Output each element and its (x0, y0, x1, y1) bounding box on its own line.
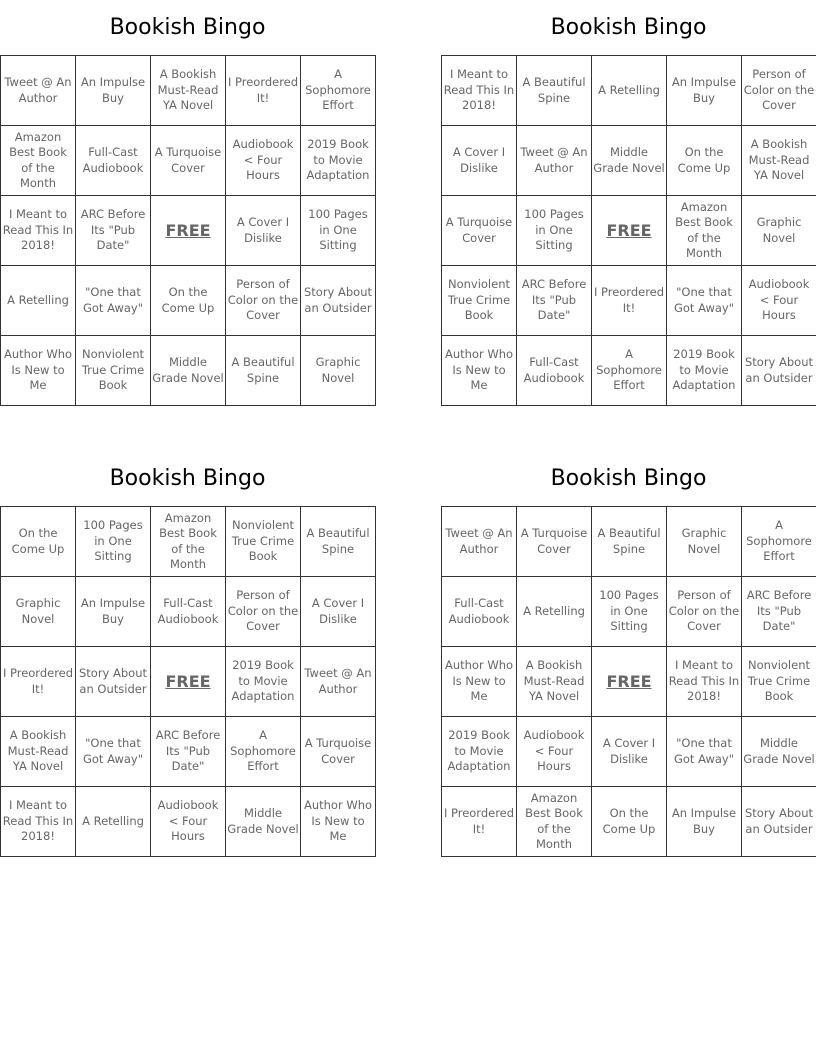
bingo-cell: Nonviolent True Crime Book (742, 647, 816, 717)
bingo-cell: Full-Cast Audiobook (517, 336, 592, 406)
bingo-grid (441, 55, 816, 406)
bingo-cell: Author Who Is New to Me (442, 336, 517, 406)
bingo-cell: "One that Got Away" (667, 266, 742, 336)
bingo-grid (0, 55, 376, 406)
bingo-cell: A Retelling (517, 577, 592, 647)
bingo-cell: "One that Got Away" (76, 266, 151, 336)
bingo-cell: Graphic Novel (301, 336, 376, 406)
bingo-cell: 2019 Book to Movie Adaptation (442, 717, 517, 787)
bingo-cell: Nonviolent True Crime Book (226, 507, 301, 577)
bingo-cell: A Turquoise Cover (517, 507, 592, 577)
free-space: FREE (151, 647, 226, 717)
bingo-cell: Middle Grade Novel (592, 126, 667, 196)
free-space: FREE (151, 196, 226, 266)
bingo-cell: On the Come Up (1, 507, 76, 577)
bingo-cell: Amazon Best Book of the Month (667, 196, 742, 266)
bingo-cell: An Impulse Buy (76, 577, 151, 647)
bingo-cell: An Impulse Buy (667, 787, 742, 857)
bingo-cell: A Turquoise Cover (301, 717, 376, 787)
bingo-cell: A Bookish Must-Read YA Novel (517, 647, 592, 717)
bingo-cell: Amazon Best Book of the Month (1, 126, 76, 196)
bingo-cell: ARC Before Its "Pub Date" (151, 717, 226, 787)
bingo-cell: Graphic Novel (742, 196, 816, 266)
bingo-cell: Story About an Outsider (742, 787, 816, 857)
bingo-cell: A Turquoise Cover (151, 126, 226, 196)
bingo-card-2 (441, 0, 816, 406)
bingo-cell: 2019 Book to Movie Adaptation (226, 647, 301, 717)
bingo-cell: A Cover I Dislike (592, 717, 667, 787)
bingo-cell: I Meant to Read This In 2018! (1, 787, 76, 857)
bingo-cell: I Meant to Read This In 2018! (442, 56, 517, 126)
bingo-cell: Person of Color on the Cover (742, 56, 816, 126)
bingo-card-1 (0, 0, 375, 406)
bingo-cell: Story About an Outsider (742, 336, 816, 406)
bingo-cell: A Bookish Must-Read YA Novel (742, 126, 816, 196)
bingo-cell: Story About an Outsider (76, 647, 151, 717)
bingo-cell: A Beautiful Spine (592, 507, 667, 577)
bingo-card-3 (0, 451, 375, 857)
bingo-cell: Tweet @ An Author (442, 507, 517, 577)
bingo-cell: Person of Color on the Cover (667, 577, 742, 647)
bingo-grid (441, 506, 816, 857)
bingo-cell: A Retelling (76, 787, 151, 857)
bingo-cell: Tweet @ An Author (1, 56, 76, 126)
bingo-cell: A Turquoise Cover (442, 196, 517, 266)
bingo-cell: Graphic Novel (1, 577, 76, 647)
bingo-cell: A Beautiful Spine (226, 336, 301, 406)
bingo-cell: Amazon Best Book of the Month (517, 787, 592, 857)
bingo-cell: Person of Color on the Cover (226, 266, 301, 336)
bingo-cell: A Retelling (1, 266, 76, 336)
bingo-cell: Middle Grade Novel (226, 787, 301, 857)
bingo-cell: I Meant to Read This In 2018! (667, 647, 742, 717)
bingo-grid (0, 506, 376, 857)
bingo-cell: "One that Got Away" (76, 717, 151, 787)
bingo-cell: Middle Grade Novel (742, 717, 816, 787)
bingo-cell: 100 Pages in One Sitting (76, 507, 151, 577)
bingo-cell: ARC Before Its "Pub Date" (76, 196, 151, 266)
bingo-cell: A Beautiful Spine (301, 507, 376, 577)
bingo-cell: 100 Pages in One Sitting (592, 577, 667, 647)
bingo-cell: On the Come Up (592, 787, 667, 857)
bingo-cell: A Sophomore Effort (742, 507, 816, 577)
bingo-cell: 100 Pages in One Sitting (301, 196, 376, 266)
bingo-cell: I Preordered It! (226, 56, 301, 126)
bingo-cell: Person of Color on the Cover (226, 577, 301, 647)
bingo-cell: I Preordered It! (442, 787, 517, 857)
bingo-cell: I Preordered It! (1, 647, 76, 717)
bingo-cell: ARC Before Its "Pub Date" (517, 266, 592, 336)
bingo-cell: 2019 Book to Movie Adaptation (667, 336, 742, 406)
bingo-cell: I Preordered It! (592, 266, 667, 336)
bingo-cell: Audiobook < Four Hours (226, 126, 301, 196)
card-title: Bookish Bingo (550, 466, 707, 491)
bingo-card-4 (441, 451, 816, 857)
bingo-cell: Nonviolent True Crime Book (442, 266, 517, 336)
bingo-cell: "One that Got Away" (667, 717, 742, 787)
bingo-cell: A Retelling (592, 56, 667, 126)
bingo-cell: Author Who Is New to Me (442, 647, 517, 717)
card-title: Bookish Bingo (550, 15, 707, 40)
bingo-cell: A Sophomore Effort (592, 336, 667, 406)
bingo-cell: Audiobook < Four Hours (742, 266, 816, 336)
bingo-cell: Full-Cast Audiobook (76, 126, 151, 196)
bingo-cell: Tweet @ An Author (301, 647, 376, 717)
bingo-cell: Graphic Novel (667, 507, 742, 577)
bingo-cell: Story About an Outsider (301, 266, 376, 336)
bingo-cell: A Bookish Must-Read YA Novel (1, 717, 76, 787)
bingo-cell: A Bookish Must-Read YA Novel (151, 56, 226, 126)
free-space: FREE (592, 647, 667, 717)
bingo-cell: On the Come Up (667, 126, 742, 196)
card-title: Bookish Bingo (109, 15, 266, 40)
bingo-cell: Audiobook < Four Hours (517, 717, 592, 787)
bingo-cell: A Sophomore Effort (301, 56, 376, 126)
bingo-cell: Amazon Best Book of the Month (151, 507, 226, 577)
bingo-cell: Author Who Is New to Me (301, 787, 376, 857)
bingo-cell: 100 Pages in One Sitting (517, 196, 592, 266)
bingo-cell: Middle Grade Novel (151, 336, 226, 406)
bingo-cell: ARC Before Its "Pub Date" (742, 577, 816, 647)
card-title: Bookish Bingo (109, 466, 266, 491)
bingo-cell: A Cover I Dislike (442, 126, 517, 196)
bingo-cell: An Impulse Buy (76, 56, 151, 126)
bingo-cell: I Meant to Read This In 2018! (1, 196, 76, 266)
bingo-cell: Full-Cast Audiobook (442, 577, 517, 647)
bingo-cell: On the Come Up (151, 266, 226, 336)
bingo-cell: Audiobook < Four Hours (151, 787, 226, 857)
bingo-cell: Tweet @ An Author (517, 126, 592, 196)
bingo-cell: Author Who Is New to Me (1, 336, 76, 406)
bingo-cell: A Sophomore Effort (226, 717, 301, 787)
bingo-cell: Nonviolent True Crime Book (76, 336, 151, 406)
bingo-cell: A Beautiful Spine (517, 56, 592, 126)
free-space: FREE (592, 196, 667, 266)
bingo-cell: An Impulse Buy (667, 56, 742, 126)
bingo-cell: Full-Cast Audiobook (151, 577, 226, 647)
bingo-cell: 2019 Book to Movie Adaptation (301, 126, 376, 196)
bingo-cell: A Cover I Dislike (301, 577, 376, 647)
bingo-cell: A Cover I Dislike (226, 196, 301, 266)
